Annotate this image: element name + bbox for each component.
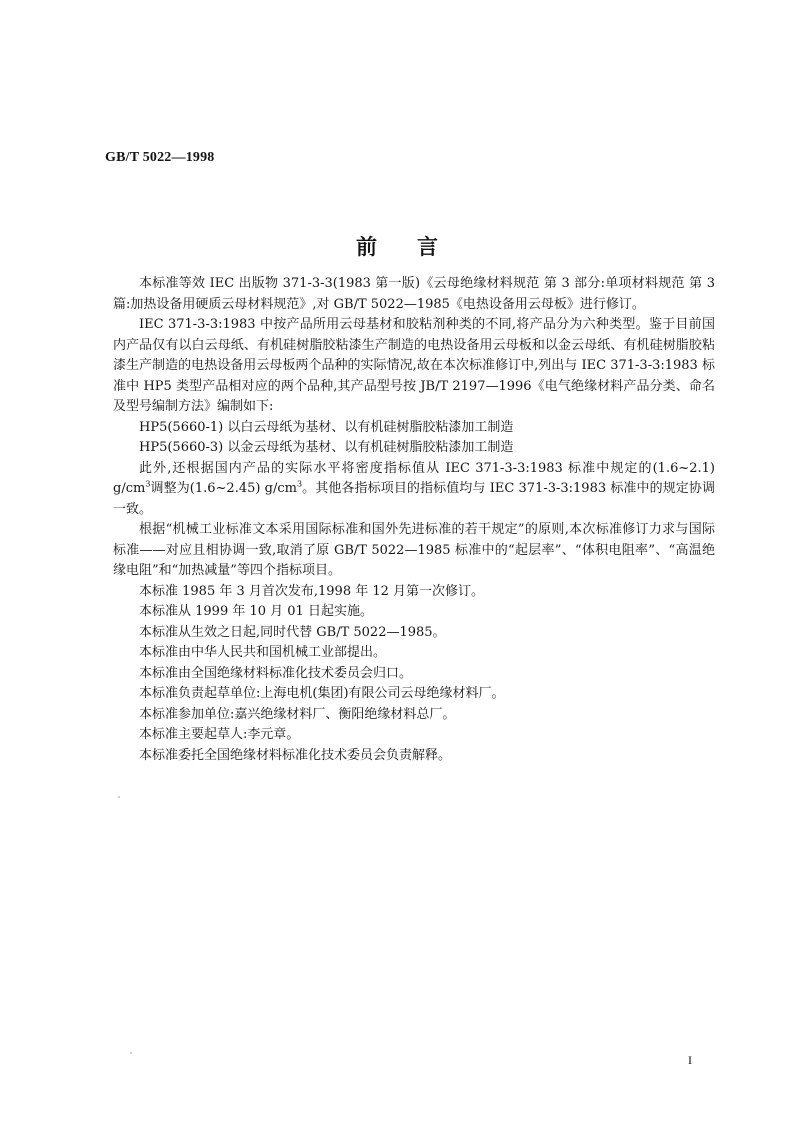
- document-code: GB/T 5022—1998: [105, 150, 215, 165]
- density-text-after: 。其他各指标项目的指标值均与 IEC 371-3-3:1983 标准中的规定协调一致。: [113, 481, 715, 517]
- paragraph-main-drafter: 本标准主要起草人:李元章。: [139, 727, 300, 742]
- product-item-hp5-5660-1: HP5(5660-1) 以白云母纸为基材、以有机硅树脂胶粘漆加工制造: [139, 419, 514, 435]
- paragraph-drafting-unit: 本标准负责起草单位:上海电机(集团)有限公司云母绝缘材料厂。: [139, 686, 505, 701]
- paragraph-density: [113, 459, 715, 521]
- density-unit-exponent: 3: [145, 479, 151, 489]
- page-number: I: [688, 1053, 692, 1067]
- density-text-middle: 调整为(1.6~2.45) g/cm: [150, 481, 297, 496]
- paragraph-replacement: 本标准从生效之日起,同时代替 GB/T 5022—1985。: [139, 624, 446, 640]
- product-item-hp5-5660-3: HP5(5660-3) 以金云母纸为基材、以有机硅树脂胶粘漆加工制造: [139, 440, 514, 455]
- paragraph-principle: 根据“机械工业标准文本采用国际标准和国外先进标准的若干规定”的原则,本次标准修订力求与国际标准——对应且相协调一致,取消了原 GB/T 5022—1985 标准中的“起层率”、“体积电阻率”、“高温绝缘电阻”和“加热减量”等四个指标项目。: [113, 522, 715, 578]
- page-title: 前言: [356, 235, 478, 259]
- density-unit-exponent: 3: [296, 479, 303, 489]
- paragraph-proposer: 本标准由中华人民共和国机械工业部提出。: [139, 645, 387, 660]
- paragraph-centralized-unit: 本标准由全国绝缘材料标准化技术委员会归口。: [139, 665, 413, 681]
- density-text-before: 此外,还根据国内产品的实际水平将密度指标值从 IEC 371-3-3:1983 标准中规定的(1.6~2.1) g/cm: [113, 460, 715, 496]
- paragraph-product-types: IEC 371-3-3:1983 中按产品所用云母基材和胶粘剂种类的不同,将产品分为六种类型。鉴于目前国内产品仅有以白云母纸、有机硅树脂胶粘漆生产制造的电热设备用云母板和以金云母纸、有机硅树脂胶粘漆生产制造的电热设备用云母板两个品种的实际情况,故在本次标准修订中,列出与 IEC 371-3-3:1983 标准中 HP5 类型产品相对应的两个品种,其产品型号按 JB/T 2197—1996《电气绝缘材料产品分类、命名及型号编制方法》编制如下:: [113, 317, 715, 414]
- paragraph-equivalence: 本标准等效 IEC 出版物 371-3-3(1983 第一版)《云母绝缘材料规范 第 3 部分:单项材料规范 第 3 篇:加热设备用硬质云母材料规范》,对 GB/T 5022—1985《电热设备用云母板》进行修订。: [113, 276, 715, 312]
- scan-speck: [118, 796, 120, 798]
- document-body: [113, 274, 715, 766]
- paragraph-interpretation: 本标准委托全国绝缘材料标准化技术委员会负责解释。: [139, 747, 452, 763]
- paragraph-participating-units: 本标准参加单位:嘉兴绝缘材料厂、衡阳绝缘材料总厂。: [139, 706, 456, 722]
- paragraph-release-history: 本标准 1985 年 3 月首次发布,1998 年 12 月第一次修订。: [139, 583, 485, 599]
- scan-speck: [130, 1052, 132, 1054]
- paragraph-effective-date: 本标准从 1999 年 10 月 01 日起实施。: [139, 604, 373, 619]
